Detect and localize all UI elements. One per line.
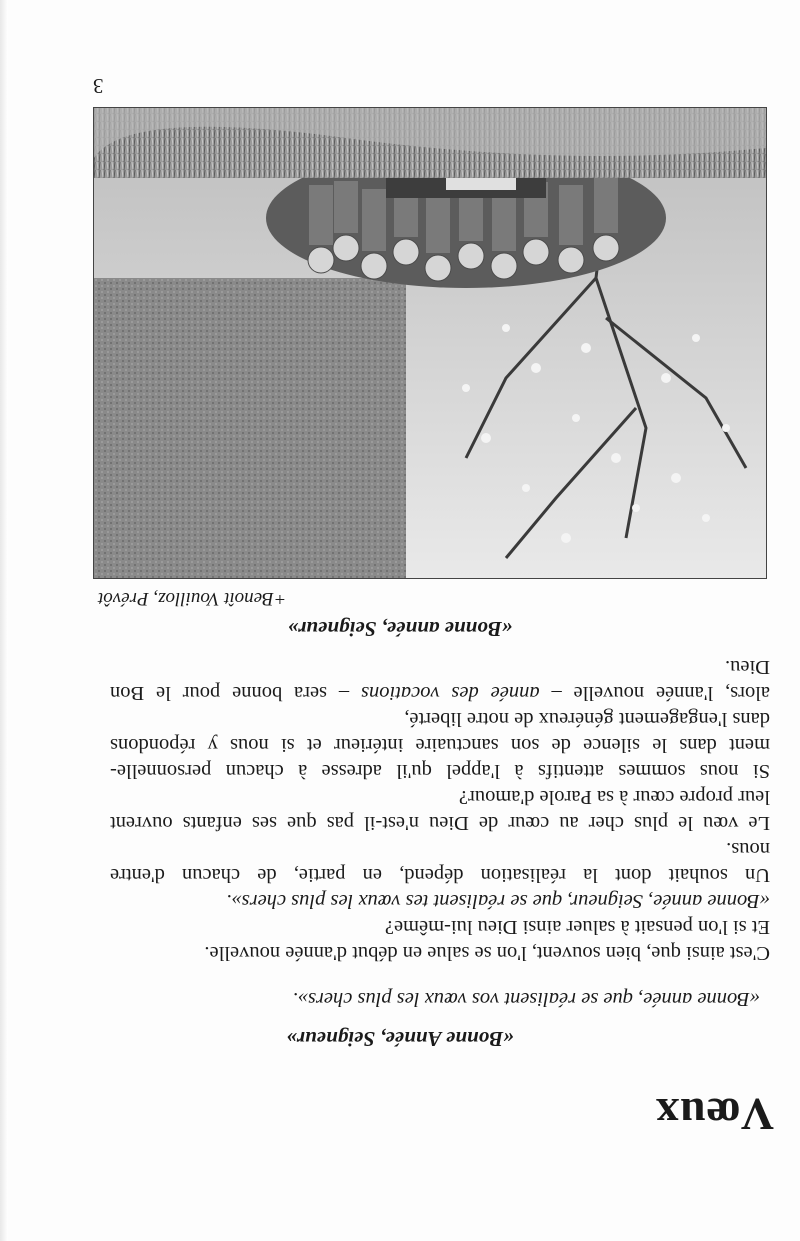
paragraph-line: Le vœu le plus cher au cœur de Dieu n'est-il pas que ses enfants ouvrent	[110, 812, 770, 834]
quote-line: «Bonne année, que se réalisent vos vœux les plus chers».	[292, 988, 760, 1010]
page-title: Vœux	[654, 1089, 774, 1140]
paragraph-line: ment dans le silence de son sanctuaire intérieur et si nous y répondons	[110, 734, 770, 756]
paragraph-line: Dieu.	[725, 656, 770, 678]
paragraph-line	[110, 681, 770, 705]
paragraph-line: Et si l'on pensait à saluer ainsi Dieu lui-même?	[384, 916, 770, 938]
paragraph-line: leur propre cœur à sa Parole d'amour?	[458, 786, 770, 808]
quote-line: «Bonne année, Seigneur, que se réalisent tes vœux les plus chers».	[226, 890, 770, 912]
closing-quote: «Bonne année, Seigneur»	[287, 617, 513, 641]
paragraph-line: Si nous sommes attentifs à l'appel qu'il adresse à chacun personnelle-	[110, 760, 770, 782]
group-photo	[93, 107, 767, 579]
paragraph-line: dans l'engagement généreux de notre liberté,	[404, 708, 770, 730]
emphasis-text: année des vocations	[361, 682, 540, 704]
line-text: – sera bonne pour le Bon	[109, 682, 362, 704]
paragraph-line: C'est ainsi que, bien souvent, l'on se salue en début d'année nouvelle.	[204, 942, 770, 964]
line-text: alors, l'année nouvelle –	[539, 682, 770, 704]
paragraph-line: nous.	[726, 838, 770, 860]
paragraph-line: Un souhait dont la réalisation dépend, en partie, de chacun d'entre	[110, 864, 770, 886]
group-photo-icon	[94, 108, 766, 578]
subtitle: «Bonne Année, Seigneur»	[286, 1027, 514, 1051]
signature: +Benoît Vouilloz, Prévôt	[98, 588, 287, 609]
page-number: 3	[93, 74, 104, 98]
